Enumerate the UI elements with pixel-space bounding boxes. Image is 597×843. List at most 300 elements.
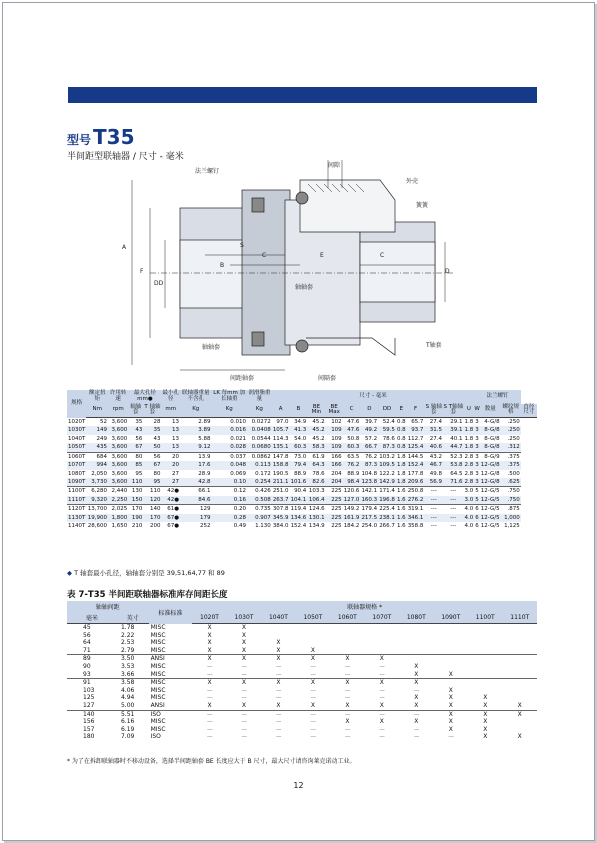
th-size-1100T: 1100T (468, 612, 502, 624)
table-cell: 142.1 (361, 488, 378, 495)
table-cell: 0.8 (396, 435, 406, 442)
availability-cell (434, 655, 468, 663)
availability-cell: --- (275, 725, 281, 733)
table-cell: 19,900 (87, 514, 108, 521)
table-cell: 34.9 (294, 419, 307, 426)
availability-cell (502, 663, 537, 671)
table-cell: 29.1 (450, 419, 463, 426)
table-cell: 238.1 (379, 514, 395, 521)
page-number: 12 (293, 781, 304, 790)
standard: ISO (150, 733, 161, 741)
label-lube-cover: 轴轴套 (202, 344, 221, 351)
table-cell: 225 (331, 522, 342, 529)
label-lube-plug: 轴轴套 (295, 284, 314, 291)
availability-cell: --- (227, 710, 261, 718)
table-cell: 12-G/5 (480, 506, 500, 513)
table-cell: 129 (180, 505, 211, 514)
note-bullet: ◆ (67, 569, 72, 577)
availability-cell: X (241, 624, 247, 631)
table-cell: 17.6 (180, 461, 211, 469)
model-cell: 1090T (68, 478, 86, 485)
table-cell: 0.20 (211, 505, 246, 514)
table-cell: 0.069 (230, 470, 246, 477)
availability-cell (502, 679, 537, 687)
table-cell: 1.8 (396, 470, 406, 477)
availability-cell: --- (344, 670, 350, 678)
table-cell: --- (424, 514, 443, 522)
availability-cell: X (296, 655, 330, 663)
label-f: F (140, 268, 144, 275)
th-c: C (343, 404, 361, 418)
availability-cell: --- (261, 710, 295, 718)
spacer-mm: 64 (83, 639, 91, 647)
table-cell: 35 (143, 426, 161, 434)
standard: MISC (150, 662, 166, 670)
table-cell: 12-G/8 (480, 478, 500, 485)
table-cell: 149.2 (343, 506, 360, 513)
table-cell: 13 (161, 426, 180, 434)
table-cell: 6 (475, 514, 479, 521)
availability-cell (502, 632, 537, 640)
th-u: U (464, 404, 475, 418)
spacer-inch: 4.06 (120, 686, 135, 694)
table-cell: 101.6 (290, 478, 307, 485)
availability-cell: X (261, 655, 295, 663)
table-cell: 190 (128, 514, 143, 522)
availability-cell: X (310, 701, 315, 709)
availability-cell: X (414, 670, 419, 678)
table-cell: 61● (161, 505, 180, 514)
model-cell: 1080T (68, 470, 86, 477)
table-cell: 57.2 (364, 435, 378, 442)
availability-cell: --- (330, 710, 364, 718)
table-cell: 27.4 (429, 419, 443, 426)
table-cell: 122.2 (379, 470, 395, 477)
table-cell: 103.2 (379, 453, 395, 460)
th-grease: 润滑脂重量 (248, 390, 271, 402)
table-cell: 140 (143, 505, 161, 514)
availability-cell: X (241, 631, 247, 639)
availability-cell: --- (344, 662, 350, 670)
note-min-bore (67, 568, 225, 577)
table-cell: 13,700 (87, 506, 108, 513)
table-cell: 184.2 (343, 522, 360, 529)
availability-cell (502, 718, 537, 726)
table-cell: 71.6 (443, 478, 464, 487)
table-cell: 130.1 (308, 514, 325, 521)
table-cell: 204 (331, 470, 342, 477)
label-c: C (262, 252, 267, 259)
availability-cell (502, 655, 537, 663)
th-size-1040T: 1040T (261, 612, 295, 624)
dimensions-table-body (67, 418, 537, 531)
table-cell: --- (443, 487, 464, 496)
table-cell: 13 (172, 419, 180, 426)
availability-cell (296, 639, 330, 647)
availability-cell: --- (310, 686, 316, 694)
availability-cell (434, 632, 468, 640)
table-cell: 12-G/5 (480, 514, 500, 521)
availability-cell: --- (344, 733, 350, 741)
spacer-inch: 4.94 (120, 694, 135, 702)
table-cell: 123.8 (361, 478, 378, 485)
table-cell: 179.4 (361, 506, 378, 513)
table-cell: 2.8 (464, 462, 474, 469)
label-grid: 簧簧 (416, 202, 429, 209)
table-cell: 8-G/8 (480, 443, 501, 452)
footnote: * 为了在拆卸联轴器时不移动设备，选择半间距轴套 BE 长度应大于 B 尺寸，最大尺寸请咨询莱克诺动工业。 (67, 758, 356, 765)
availability-cell: X (192, 679, 226, 687)
availability-cell: X (227, 655, 261, 663)
table-cell: 3 (475, 444, 479, 451)
table-cell: 46.7 (424, 461, 443, 469)
availability-cell: X (330, 655, 364, 663)
table-cell: 307.8 (272, 506, 289, 513)
table-cell: 4.0 (464, 522, 474, 529)
table-cell: 3 (475, 478, 479, 485)
table-cell: 5 (475, 488, 479, 495)
table-cell: 3.89 (180, 426, 211, 434)
availability-cell: --- (310, 733, 316, 741)
th-coupling-sizes: 联轴器规格 * (192, 601, 537, 612)
th-s-t: S T轴轴套 (443, 404, 464, 418)
table-cell: 52 (100, 419, 108, 426)
standard: MISC (150, 670, 166, 678)
table-cell: --- (424, 487, 443, 496)
table-cell: 84.6 (180, 496, 211, 505)
table-cell: 3.0 (464, 488, 474, 495)
table-cell: 27 (161, 478, 180, 487)
table-cell: 384.0 (272, 522, 289, 529)
availability-cell: X (365, 655, 399, 663)
table-cell: 3,600 (108, 443, 128, 452)
table-row (67, 470, 537, 478)
spacer-inch: 7.09 (120, 733, 135, 741)
th-size-1050T: 1050T (296, 612, 330, 624)
availability-cell (330, 639, 364, 647)
availability-cell: --- (379, 694, 385, 702)
table-cell: 3,600 (111, 470, 128, 477)
table-cell: 0.426 (247, 487, 272, 496)
label-c-right: C (380, 252, 385, 259)
label-spacer: 间隔套 (318, 375, 337, 382)
availability-cell: --- (275, 733, 281, 741)
availability-cell: X (414, 718, 419, 726)
table-cell: 42.8 (180, 478, 211, 487)
availability-cell (468, 663, 502, 671)
availability-cell: X (207, 631, 212, 639)
table-cell: .500 (507, 470, 520, 477)
th-unit-kg2: Kg (211, 404, 246, 418)
table-cell: 95 (135, 470, 143, 477)
table-row (67, 496, 537, 505)
table-cell: 0.0544 (251, 435, 271, 442)
availability-cell: X (448, 725, 453, 733)
table-cell: 225 (326, 514, 343, 522)
table-cell: 9.12 (180, 443, 211, 452)
availability-cell: X (241, 646, 247, 654)
table-cell: 93.7 (407, 426, 425, 434)
label-a: A (122, 244, 127, 251)
table-row (67, 418, 537, 427)
table-cell: 1.8 (396, 478, 406, 485)
table-cell: .875 (501, 505, 521, 514)
availability-cell (468, 687, 502, 695)
th-s-spacer: S 轴轴套 (424, 404, 443, 418)
spacer-inch: 2.22 (120, 631, 135, 639)
availability-cell (468, 647, 502, 655)
table-cell: 0.0408 (247, 426, 272, 434)
table-cell: 58.3 (307, 443, 325, 452)
availability-cell: X (276, 646, 281, 654)
subtitle: 半间距型联轴器 / 尺寸 - 毫米 (67, 152, 184, 162)
table-cell: 3.0 (464, 496, 474, 503)
table-cell: 2,250 (108, 496, 128, 505)
th-size-1090T: 1090T (434, 612, 468, 624)
table-cell: 1.6 (396, 496, 406, 503)
table-cell: 106.4 (308, 496, 325, 503)
table-cell: 263.7 (272, 496, 289, 503)
table-cell: 276.2 (407, 496, 424, 503)
table-cell: .750 (501, 487, 521, 496)
table-cell: 39.7 (364, 419, 378, 426)
table-cell: 67● (167, 522, 180, 529)
availability-cell: X (296, 679, 330, 687)
th-be-max: BE Max (326, 404, 343, 418)
table-cell: 1,000 (501, 514, 521, 522)
table-cell: 254.0 (361, 522, 378, 529)
th-dd: DD (378, 404, 396, 418)
availability-cell: --- (365, 710, 399, 718)
availability-cell: --- (379, 670, 385, 678)
th-f: F (407, 404, 425, 418)
th-t-hub: T 轴轴套 (143, 404, 161, 418)
spacer-mm: 93 (83, 670, 91, 678)
table-cell: 104.1 (290, 496, 307, 503)
standard: MISC (150, 631, 166, 639)
availability-cell (434, 624, 468, 632)
table-cell: 125.4 (407, 444, 424, 451)
availability-cell: X (517, 733, 522, 741)
availability-cell (502, 694, 537, 702)
spacer-mm: 180 (83, 733, 95, 741)
availability-cell: --- (344, 694, 350, 702)
table-cell: 52.4 (382, 419, 395, 426)
spacer-mm: 71 (83, 646, 91, 654)
table-cell: 0.8 (396, 427, 406, 434)
table-cell: 3,730 (86, 478, 108, 487)
spacer-inch: 3.50 (117, 655, 149, 663)
table-cell: 142.9 (379, 478, 395, 485)
table-cell: 170 (143, 514, 161, 522)
table-cell: 211.1 (272, 478, 289, 485)
availability-cell (468, 655, 502, 663)
th-bolt-size: 直径 尺寸 (521, 404, 537, 418)
th-size-1070T: 1070T (365, 612, 399, 624)
table-cell: 2,025 (108, 505, 128, 514)
table-cell: 127.0 (343, 496, 360, 503)
table-cell: 158.8 (272, 462, 289, 469)
availability-cell (296, 624, 330, 632)
table-cell: 76.2 (343, 461, 361, 469)
standard: MISC (150, 725, 166, 733)
table-cell: 3 (475, 435, 479, 442)
table-cell: 134.9 (308, 522, 325, 529)
availability-cell: --- (207, 725, 212, 733)
availability-cell: X (261, 679, 295, 687)
standard: MISC (150, 686, 166, 694)
availability-cell (365, 632, 399, 640)
table-cell: 217.5 (361, 514, 378, 521)
table-cell: 196.8 (379, 496, 395, 503)
table-cell: 2.8 (464, 470, 474, 477)
availability-cell (399, 632, 433, 640)
table-cell: 43.2 (424, 452, 443, 461)
availability-cell: --- (344, 725, 350, 733)
table-cell: 28 (153, 419, 161, 426)
table-cell: 179 (180, 514, 211, 522)
table-cell: 3 (475, 453, 479, 460)
th-size: 规格 (67, 390, 86, 418)
table-cell: 225.4 (379, 506, 395, 513)
label-d: D (445, 268, 450, 275)
table-cell: 0.8 (396, 444, 406, 451)
availability-cell: X (502, 710, 537, 718)
th-dimensions: 尺寸 - 毫米 (272, 390, 474, 404)
table-cell: 120 (143, 496, 161, 505)
standard: MISC (150, 694, 166, 702)
label-t-hub: T轴套 (426, 342, 442, 349)
table-cell: 0.12 (211, 487, 246, 496)
table-cell: 0.021 (230, 435, 246, 442)
model-cell: 1020T (68, 418, 86, 425)
table-cell: 61.9 (307, 452, 325, 461)
table-cell: 225 (326, 505, 343, 514)
th-unit-kg: Kg (180, 404, 211, 418)
availability-cell: --- (207, 694, 212, 702)
table-cell: 994 (86, 461, 108, 469)
table-row (67, 505, 537, 514)
table-cell: 87.3 (378, 443, 396, 452)
table-cell: 63.5 (343, 452, 361, 461)
th-a: A (272, 404, 290, 418)
table-cell: .375 (501, 461, 521, 469)
table-cell: 3,600 (108, 452, 128, 461)
availability-cell: X (434, 710, 468, 718)
table-cell: 35 (135, 419, 143, 426)
table-cell: 12-G/8 (480, 462, 500, 469)
table-cell: 225 (326, 496, 343, 505)
availability-cell (365, 639, 399, 647)
dimensions-table (67, 390, 537, 530)
table-cell: 60.3 (290, 443, 308, 452)
model-cell: 1120T (68, 506, 86, 513)
table-row (67, 478, 537, 487)
availability-cell: X (241, 701, 247, 709)
table-row (67, 426, 537, 434)
table-cell: 684 (86, 452, 108, 461)
spacer-length-table-body (67, 624, 537, 741)
table-cell: 0.10 (211, 478, 246, 487)
table-cell: 134.6 (290, 514, 307, 521)
table-cell: 1,125 (504, 522, 520, 529)
table-cell: 39.1 (443, 426, 464, 434)
table-cell: 225 (326, 487, 343, 496)
availability-cell: --- (310, 670, 316, 678)
table-cell: 0.735 (247, 505, 272, 514)
table-cell: 85 (128, 461, 143, 469)
table-cell: 109 (326, 426, 343, 434)
table-cell: 4.0 (464, 514, 474, 521)
spacer-inch: 5.00 (120, 701, 135, 709)
spacer-inch: 6.19 (120, 725, 135, 733)
spacer-inch: 2.53 (120, 639, 135, 647)
table-cell: 79.4 (290, 461, 308, 469)
table-cell: 109.5 (379, 462, 395, 469)
table-cell: 1.8 (464, 435, 474, 442)
availability-cell: X (379, 701, 384, 709)
availability-cell: --- (207, 733, 212, 741)
model-cell: 1030T (68, 427, 86, 434)
table-cell: 109 (326, 443, 343, 452)
table-cell: 0.016 (211, 426, 246, 434)
table-cell: 3 (475, 462, 479, 469)
table-row (67, 663, 537, 671)
table-cell: 3 (475, 470, 479, 477)
table-cell: 266.7 (379, 522, 395, 529)
table-cell: 13.9 (180, 452, 211, 461)
th-size-1110T: 1110T (502, 612, 537, 624)
table-cell: 210 (131, 522, 143, 529)
availability-cell (502, 726, 537, 734)
label-cover: 外壳 (406, 178, 419, 185)
table-cell: 250.8 (407, 488, 424, 495)
spacer-mm: 125 (83, 694, 95, 702)
table-cell: 152.4 (290, 522, 307, 529)
table-cell: 27 (172, 470, 180, 477)
model-cell: 1060T (68, 453, 86, 460)
availability-cell (399, 639, 433, 647)
table-cell: 124.6 (308, 506, 325, 513)
table-cell: 105.7 (272, 427, 289, 434)
availability-cell: --- (310, 718, 316, 726)
availability-cell (468, 679, 502, 687)
table-cell: 88.9 (347, 470, 360, 477)
table-cell: .250 (507, 435, 520, 442)
table-cell: --- (424, 505, 443, 514)
table-cell: 251.0 (272, 488, 289, 495)
model-title (67, 125, 135, 149)
availability-cell (399, 624, 433, 632)
table-cell: 65.7 (411, 419, 424, 426)
table-row (67, 710, 537, 718)
availability-cell: X (345, 701, 350, 709)
header-banner (68, 87, 537, 103)
availability-cell (434, 639, 468, 647)
table-row (67, 624, 537, 632)
table-cell: 28.9 (198, 470, 211, 477)
th-spacer-hub: 轴轴套 (128, 404, 143, 418)
table-cell: 0.037 (211, 452, 246, 461)
table-cell: 5.88 (198, 435, 211, 442)
table-cell: 3,600 (108, 426, 128, 434)
table-cell: 204 (326, 478, 343, 487)
th-bolt-thread: 螺纹规格 (501, 404, 521, 418)
table-cell: 358.8 (407, 522, 424, 529)
standard: ANSI (149, 655, 193, 663)
table-cell: 0.49 (233, 522, 246, 529)
th-inch: 英寸 (117, 612, 149, 624)
